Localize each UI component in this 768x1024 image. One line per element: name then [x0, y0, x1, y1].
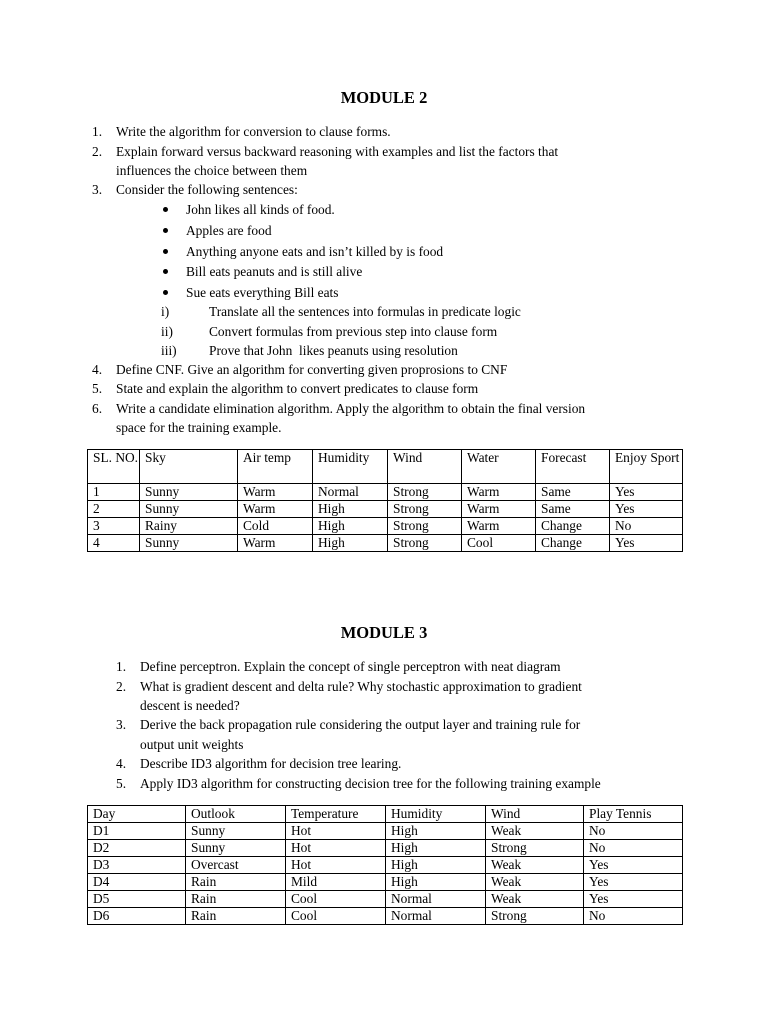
table-cell: Yes [610, 535, 683, 552]
table-cell: Overcast [186, 857, 286, 874]
table-cell: High [386, 874, 486, 891]
question-text-line-2: output unit weights [140, 737, 244, 752]
play-tennis-table [87, 805, 683, 925]
subtask-label: i) [161, 304, 170, 319]
question-number: 1. [116, 659, 127, 674]
table-cell: Yes [610, 501, 683, 518]
subtask-item [161, 322, 661, 341]
question-text: Apply ID3 algorithm for constructing decision tree for the following training example [140, 776, 601, 791]
header-cell: Sky [140, 450, 238, 484]
table-cell: 4 [88, 535, 140, 552]
table-cell: No [610, 518, 683, 535]
table-cell: Warm [462, 518, 536, 535]
table-cell: Strong [388, 518, 462, 535]
sentence-item [163, 242, 663, 261]
question-text-line-1: Derive the back propagation rule considering the output layer and training rule for [140, 717, 581, 732]
table-row [88, 823, 683, 840]
sentence-item [163, 221, 663, 240]
header-cell: Enjoy Sport [610, 450, 683, 484]
table-row [88, 857, 683, 874]
table-cell: Rain [186, 908, 286, 925]
table-cell: Weak [486, 857, 584, 874]
header-cell: SL. NO. [88, 450, 140, 484]
question-text-line-1: Write a candidate elimination algorithm. Apply the algorithm to obtain the final version [116, 401, 586, 416]
table-cell: Cool [286, 908, 386, 925]
table-cell: No [584, 908, 683, 925]
module-2-title: MODULE 2 [340, 88, 428, 107]
table-cell: Yes [610, 484, 683, 501]
module-3-title: MODULE 3 [340, 623, 428, 642]
table-row [88, 484, 683, 501]
header-cell: Wind [388, 450, 462, 484]
header-cell: Play Tennis [584, 806, 683, 823]
table-cell: Same [536, 484, 610, 501]
question-text-line-2: descent is needed? [140, 698, 240, 713]
table-cell: High [386, 823, 486, 840]
table-cell: Cool [462, 535, 536, 552]
subtask-text: Prove that John likes peanuts using resolution [209, 343, 458, 358]
table-cell: Strong [486, 908, 584, 925]
question-number: 4. [92, 362, 103, 377]
table-row [88, 518, 683, 535]
question-number: 5. [116, 776, 127, 791]
question-number: 3. [92, 182, 103, 197]
bullet-icon [163, 269, 168, 274]
question-number: 4. [116, 756, 127, 771]
question-number: 6. [92, 401, 103, 416]
sentence-text: John likes all kinds of food. [186, 202, 335, 217]
table-cell: Rainy [140, 518, 238, 535]
table-cell: D5 [88, 891, 186, 908]
table-cell: Same [536, 501, 610, 518]
subtask-label: ii) [161, 324, 173, 339]
table-cell: High [313, 535, 388, 552]
table-cell: D1 [88, 823, 186, 840]
question-text-line-2: space for the training example. [116, 420, 282, 435]
question-text-line-1: Explain forward versus backward reasoning with examples and list the factors that [116, 144, 559, 159]
table-cell: Strong [388, 535, 462, 552]
table-cell: Warm [462, 501, 536, 518]
table-cell: Change [536, 518, 610, 535]
sentence-item [163, 262, 663, 281]
header-cell: Wind [486, 806, 584, 823]
header-cell: Air temp [238, 450, 313, 484]
table-cell: Cold [238, 518, 313, 535]
question-number: 1. [92, 124, 103, 139]
table-cell: No [584, 823, 683, 840]
table-row [88, 501, 683, 518]
table-cell: Normal [386, 891, 486, 908]
table-cell: D3 [88, 857, 186, 874]
table-cell: Sunny [140, 535, 238, 552]
subtask-item [161, 302, 661, 321]
subtask-item [161, 341, 661, 360]
question-text-line-1: What is gradient descent and delta rule? Why stochastic approximation to gradient [140, 679, 582, 694]
question-text: Consider the following sentences: [116, 182, 298, 197]
table-cell: Yes [584, 891, 683, 908]
table-cell: High [313, 501, 388, 518]
table-cell: Sunny [140, 501, 238, 518]
table-cell: High [386, 840, 486, 857]
table-header-row [88, 806, 683, 823]
table-header-row [88, 450, 683, 484]
table-cell: D2 [88, 840, 186, 857]
table-cell: 3 [88, 518, 140, 535]
table-cell: Warm [238, 535, 313, 552]
table-row [88, 874, 683, 891]
table-cell: D6 [88, 908, 186, 925]
table-cell: Yes [584, 874, 683, 891]
training-example-table [87, 449, 683, 552]
table-cell: Sunny [186, 823, 286, 840]
table-cell: Weak [486, 823, 584, 840]
table-row [88, 535, 683, 552]
question-number: 2. [116, 679, 127, 694]
table-cell: Normal [313, 484, 388, 501]
table-cell: D4 [88, 874, 186, 891]
table-cell: No [584, 840, 683, 857]
table-cell: Mild [286, 874, 386, 891]
table-cell: Sunny [186, 840, 286, 857]
table-cell: Strong [388, 501, 462, 518]
bullet-icon [163, 249, 168, 254]
sentence-text: Anything anyone eats and isn’t killed by is food [186, 244, 444, 259]
question-text: Write the algorithm for conversion to clause forms. [116, 124, 391, 139]
sentence-item [163, 283, 663, 302]
subtask-text: Translate all the sentences into formulas in predicate logic [209, 304, 521, 319]
table-cell: Warm [238, 484, 313, 501]
header-cell: Outlook [186, 806, 286, 823]
header-cell: Water [462, 450, 536, 484]
table-cell: Hot [286, 840, 386, 857]
table-cell: Rain [186, 874, 286, 891]
bullet-icon [163, 228, 168, 233]
header-cell: Day [88, 806, 186, 823]
table-cell: Hot [286, 823, 386, 840]
table-cell: Yes [584, 857, 683, 874]
sentence-text: Sue eats everything Bill eats [186, 285, 339, 300]
table-cell: Sunny [140, 484, 238, 501]
table-cell: Weak [486, 891, 584, 908]
header-cell: Temperature [286, 806, 386, 823]
table-cell: Normal [386, 908, 486, 925]
table-cell: Strong [486, 840, 584, 857]
table-cell: Hot [286, 857, 386, 874]
table-cell: Cool [286, 891, 386, 908]
header-cell: Forecast [536, 450, 610, 484]
table-cell: Warm [238, 501, 313, 518]
question-number: 5. [92, 381, 103, 396]
sentence-text: Bill eats peanuts and is still alive [186, 264, 363, 279]
bullet-icon [163, 207, 168, 212]
question-text-line-2: influences the choice between them [116, 163, 308, 178]
sentence-text: Apples are food [186, 223, 272, 238]
table-cell: 2 [88, 501, 140, 518]
subtask-text: Convert formulas from previous step into clause form [209, 324, 498, 339]
sentence-item [163, 200, 663, 219]
table-cell: Rain [186, 891, 286, 908]
table-row [88, 840, 683, 857]
question-text: Describe ID3 algorithm for decision tree learing. [140, 756, 402, 771]
table-row [88, 891, 683, 908]
table-cell: Change [536, 535, 610, 552]
question-text: Define CNF. Give an algorithm for converting given proprosions to CNF [116, 362, 508, 377]
question-text: Define perceptron. Explain the concept of single perceptron with neat diagram [140, 659, 561, 674]
table-cell: Weak [486, 874, 584, 891]
subtask-label: iii) [161, 343, 177, 358]
header-cell: Humidity [386, 806, 486, 823]
table-cell: High [313, 518, 388, 535]
table-cell: 1 [88, 484, 140, 501]
question-text: State and explain the algorithm to convert predicates to clause form [116, 381, 479, 396]
header-cell: Humidity [313, 450, 388, 484]
question-number: 3. [116, 717, 127, 732]
table-cell: High [386, 857, 486, 874]
table-cell: Strong [388, 484, 462, 501]
table-row [88, 908, 683, 925]
question-number: 2. [92, 144, 103, 159]
table-cell: Warm [462, 484, 536, 501]
bullet-icon [163, 290, 168, 295]
